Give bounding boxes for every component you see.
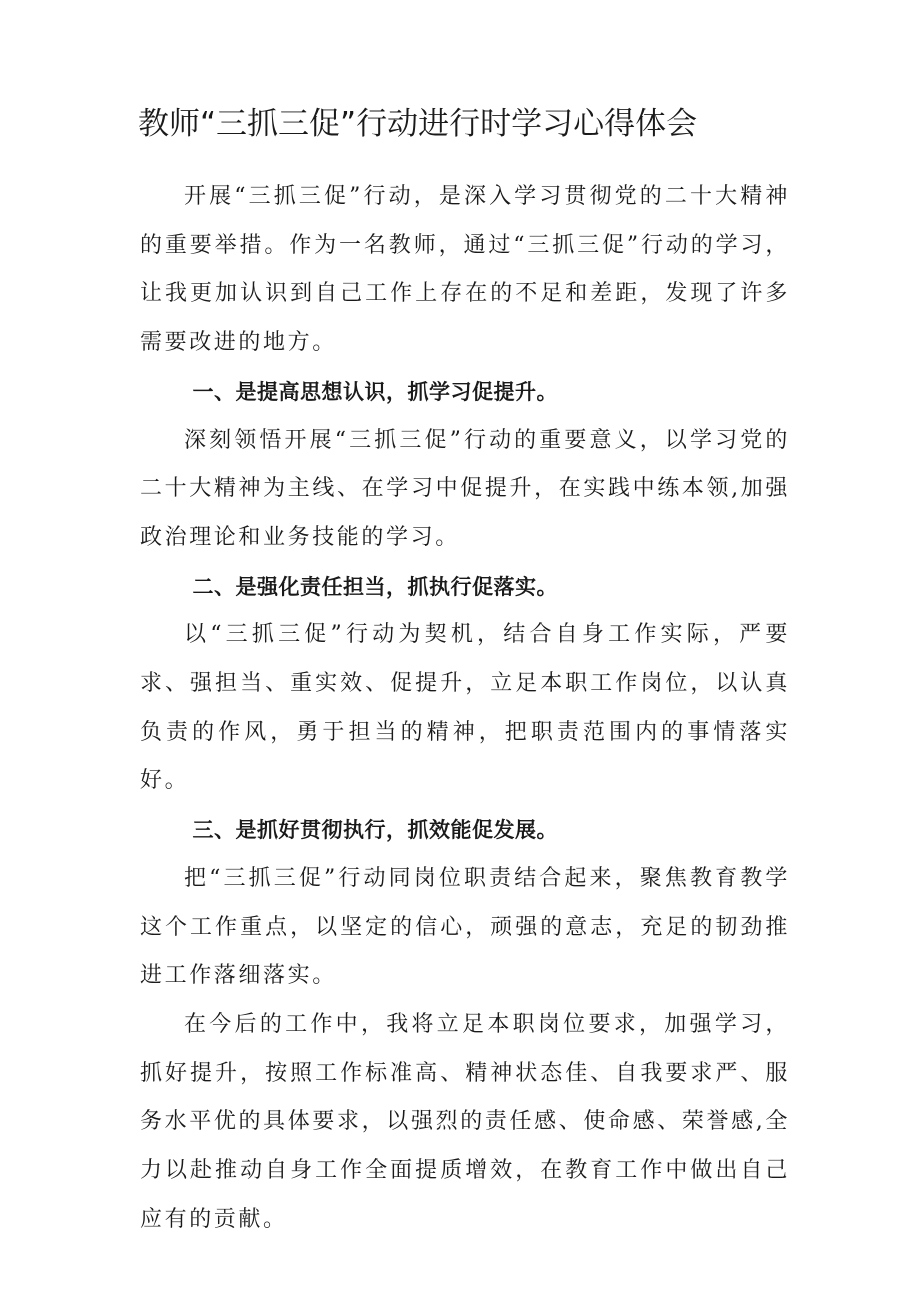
conclusion-paragraph: 在今后的工作中，我将立足本职岗位要求，加强学习，抓好提升，按照工作标准高、精神状态佳、自我要求严、服务水平优的具体要求，以强烈的责任感、使命感、荣誉感,全力以赴推动自身工作全面提质增效，在教育工作中做出自己应有的贡献。 (140, 1011, 790, 1232)
document-title: 教师“三抓三促”行动进行时学习心得体会 (138, 106, 698, 142)
document-body (140, 173, 790, 1244)
section-paragraph-3: 把“三抓三促”行动同岗位职责结合起来，聚焦教育教学这个工作重点，以坚定的信心，顽强的意志，充足的韧劲推进工作落细落实。 (140, 865, 790, 989)
intro-paragraph: 开展“三抓三促”行动，是深入学习贯彻党的二十大精神的重要举措。作为一名教师，通过“三抓三促”行动的学习，让我更加认识到自己工作上存在的不足和差距，发现了许多需要改进的地方。 (140, 184, 790, 356)
section-paragraph-2: 以“三抓三促”行动为契机，结合自身工作实际，严要求、强担当、重实效、促提升，立足本职工作岗位，以认真负责的作风，勇于担当的精神，把职责范围内的事情落实好。 (140, 622, 790, 794)
section-heading-1: 一、是提高思想认识，抓学习促提升。 (192, 379, 558, 404)
section-heading-2: 二、是强化责任担当，抓执行促落实。 (192, 574, 558, 599)
section-heading-3: 三、是抓好贯彻执行，抓效能促发展。 (192, 818, 558, 843)
section-paragraph-1: 深刻领悟开展“三抓三促”行动的重要意义，以学习党的二十大精神为主线、在学习中促提升，在实践中练本领,加强政治理论和业务技能的学习。 (140, 427, 790, 550)
